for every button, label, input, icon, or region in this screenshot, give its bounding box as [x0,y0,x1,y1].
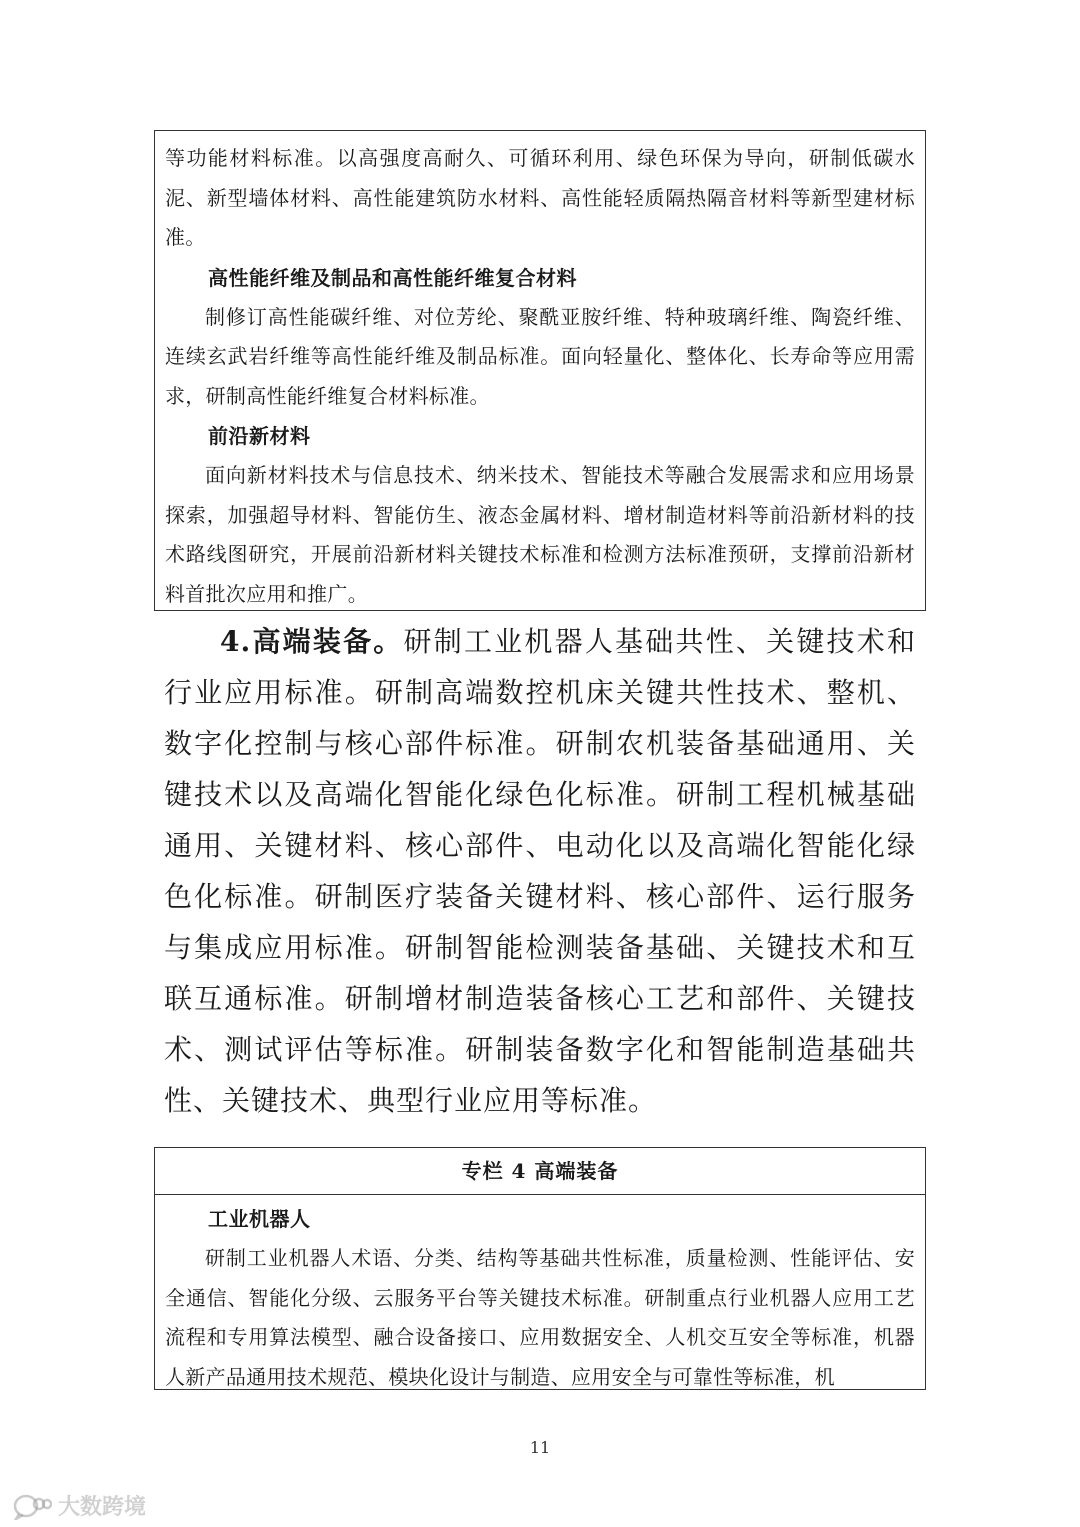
box1-paragraph-1: 等功能材料标准。以高强度高耐久、可循环利用、绿色环保为导向，研制低碳水泥、新型墙体材料、高性能建筑防水材料、高性能轻质隔热隔音材料等新型建材标准。 [165,146,915,249]
column-box-title: 专栏 4 高端装备 [155,1148,925,1195]
bubble-logo-icon [12,1492,52,1520]
column-box-4 [154,1147,926,1390]
main-lead: 4.高端装备。 [220,625,404,658]
box1-heading-fiber: 高性能纤维及制品和高性能纤维复合材料 [208,265,577,290]
column-box-continued [154,130,926,611]
box2-heading-robots: 工业机器人 [208,1207,311,1231]
box1-paragraph-3: 面向新材料技术与信息技术、纳米技术、智能技术等融合发展需求和应用场景探索，加强超导材料、智能仿生、液态金属材料、增材制造材料等前沿新材料的技术路线图研究，开展前沿新材料关键技术标准和检测方法标准预研，支撑前沿新材料首批次应用和推广。 [165,463,915,606]
main-body: 研制工业机器人基础共性、关键技术和行业应用标准。研制高端数控机床关键共性技术、整机、数字化控制与核心部件标准。研制农机装备基础通用、关键技术以及高端化智能化绿色化标准。研制工程机械基础通用、关键材料、核心部件、电动化以及高端化智能化绿色化标准。研制医疗装备关键材料、核心部件、运行服务与集成应用标准。研制智能检测装备基础、关键技术和互联互通标准。研制增材制造装备核心工艺和部件、关键技术、测试评估等标准。研制装备数字化和智能制造基础共性、关键技术、典型行业应用等标准。 [164,625,916,1117]
box1-heading-frontier: 前沿新材料 [208,424,311,448]
box1-paragraph-2: 制修订高性能碳纤维、对位芳纶、聚酰亚胺纤维、特种玻璃纤维、陶瓷纤维、连续玄武岩纤维等高性能纤维及制品标准。面向轻量化、整体化、长寿命等应用需求，研制高性能纤维复合材料标准。 [165,304,915,408]
watermark [12,1490,146,1521]
watermark-text: 大数跨境 [58,1495,147,1520]
main-paragraph-high-end-equipment [164,616,916,1126]
column-box-body [155,1195,925,1397]
box2-paragraph-1: 研制工业机器人术语、分类、结构等基础共性标准，质量检测、性能评估、安全通信、智能化分级、云服务平台等关键技术标准。研制重点行业机器人应用工艺流程和专用算法模型、融合设备接口、应用数据安全、人机交互安全等标准，机器人新产品通用技术规范、模块化设计与制造、应用安全与可靠性等标准，机 [165,1246,915,1389]
page-number: 11 [529,1438,551,1457]
